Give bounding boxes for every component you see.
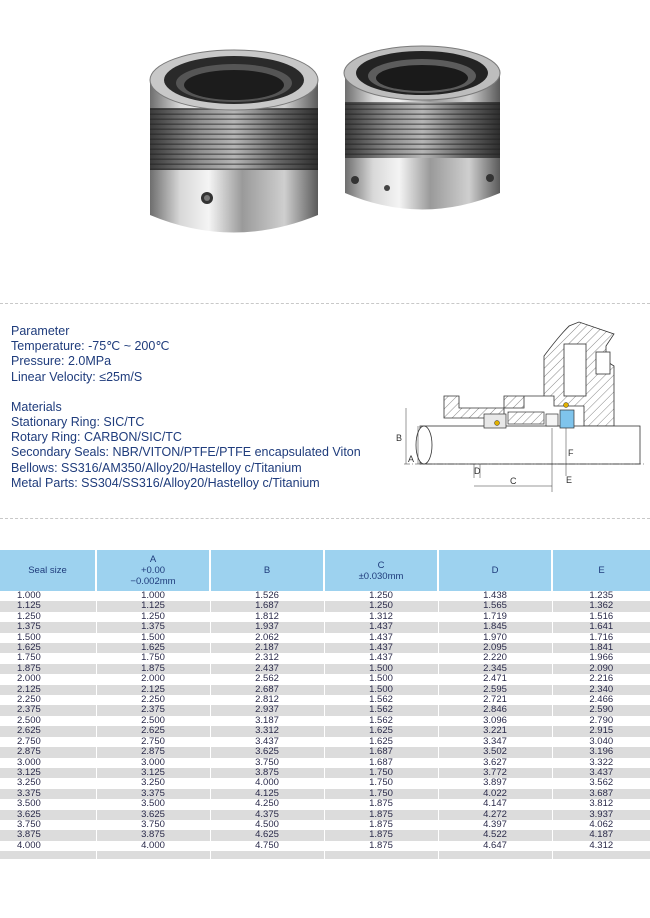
table-cell: 2.562 xyxy=(210,674,324,684)
table-row xyxy=(0,747,650,757)
table-cell: 3.096 xyxy=(438,716,552,726)
table-cell: 1.516 xyxy=(552,612,650,622)
table-cell: 3.312 xyxy=(210,726,324,736)
table-row xyxy=(0,591,650,601)
table-cell-empty xyxy=(0,851,96,859)
table-cell: 4.312 xyxy=(552,841,650,851)
table-cell: 3.625 xyxy=(96,810,210,820)
table-cell: 1.375 xyxy=(0,622,96,632)
table-cell: 4.375 xyxy=(210,810,324,820)
table-cell: 1.437 xyxy=(324,643,438,653)
table-cell: 2.790 xyxy=(552,716,650,726)
table-row xyxy=(0,820,650,830)
table-cell: 1.750 xyxy=(324,778,438,788)
table-cell: 1.625 xyxy=(324,737,438,747)
table-cell: 1.625 xyxy=(0,643,96,653)
table-cell: 1.875 xyxy=(96,664,210,674)
materials-heading: Materials xyxy=(11,399,62,414)
table-cell: 1.250 xyxy=(96,612,210,622)
table-cell: 3.347 xyxy=(438,737,552,747)
table-cell-empty xyxy=(96,851,210,859)
table-cell: 3.750 xyxy=(0,820,96,830)
stationary-ring-text: Stationary Ring: SIC/TC xyxy=(11,415,145,430)
table-cell: 2.216 xyxy=(552,674,650,684)
table-cell: 1.125 xyxy=(0,601,96,611)
table-filler-row xyxy=(0,851,650,859)
table-cell: 4.250 xyxy=(210,799,324,809)
table-row xyxy=(0,664,650,674)
bellows-seal-photo xyxy=(0,0,650,300)
table-cell: 3.772 xyxy=(438,768,552,778)
dim-label-c: C xyxy=(510,476,517,486)
divider-middle xyxy=(0,518,650,519)
header-seal-size: Seal size xyxy=(0,550,96,591)
velocity-text: Linear Velocity: ≤25m/S xyxy=(11,369,143,384)
table-cell: 4.000 xyxy=(96,841,210,851)
table-cell: 3.627 xyxy=(438,758,552,768)
table-cell: 1.562 xyxy=(324,705,438,715)
table-row xyxy=(0,643,650,653)
table-cell-empty xyxy=(210,851,324,859)
table-cell: 2.340 xyxy=(552,685,650,695)
table-row xyxy=(0,716,650,726)
header-b: B xyxy=(210,550,324,591)
table-cell: 1.716 xyxy=(552,633,650,643)
table-cell: 1.250 xyxy=(324,591,438,601)
table-cell: 1.687 xyxy=(210,601,324,611)
table-cell: 4.397 xyxy=(438,820,552,830)
table-cell: 3.562 xyxy=(552,778,650,788)
table-cell: 1.437 xyxy=(324,633,438,643)
table-cell: 2.625 xyxy=(96,726,210,736)
table-cell: 2.312 xyxy=(210,653,324,663)
dim-label-b: B xyxy=(396,433,403,443)
table-cell: 1.500 xyxy=(324,685,438,695)
table-cell: 4.000 xyxy=(0,841,96,851)
table-cell: 1.500 xyxy=(96,633,210,643)
table-cell: 1.625 xyxy=(96,643,210,653)
specification-block xyxy=(11,324,371,491)
table-header-row xyxy=(0,550,650,591)
rotary-ring-text: Rotary Ring: CARBON/SIC/TC xyxy=(11,430,182,445)
table-cell: 3.750 xyxy=(96,820,210,830)
table-row xyxy=(0,726,650,736)
table-cell: 3.250 xyxy=(96,778,210,788)
table-cell: 3.187 xyxy=(210,716,324,726)
left-seal xyxy=(150,50,318,233)
table-cell: 3.250 xyxy=(0,778,96,788)
table-cell: 4.000 xyxy=(210,778,324,788)
table-cell: 1.875 xyxy=(324,841,438,851)
table-row xyxy=(0,674,650,684)
secondary-seals-text: Secondary Seals: NBR/VITON/PTFE/PTFE encapsulated Viton xyxy=(11,445,361,460)
table-row xyxy=(0,705,650,715)
table-cell: 1.841 xyxy=(552,643,650,653)
table-cell: 1.000 xyxy=(0,591,96,601)
table-cell: 1.500 xyxy=(324,664,438,674)
right-seal xyxy=(344,46,500,210)
table-cell: 2.187 xyxy=(210,643,324,653)
table-cell: 1.235 xyxy=(552,591,650,601)
table-cell: 2.375 xyxy=(96,705,210,715)
header-c-tol: ±0.030mm xyxy=(358,570,404,582)
table-row xyxy=(0,737,650,747)
table-cell: 4.147 xyxy=(438,799,552,809)
bellows-text: Bellows: SS316/AM350/Alloy20/Hastelloy c/Titanium xyxy=(11,460,302,475)
table-cell: 2.687 xyxy=(210,685,324,695)
pressure-text: Pressure: 2.0MPa xyxy=(11,354,112,369)
table-cell: 1.875 xyxy=(324,830,438,840)
table-row xyxy=(0,768,650,778)
table-cell: 1.719 xyxy=(438,612,552,622)
table-cell: 3.000 xyxy=(0,758,96,768)
dimension-table xyxy=(0,550,650,918)
table-cell: 3.196 xyxy=(552,747,650,757)
table-cell: 1.526 xyxy=(210,591,324,601)
table-cell: 1.875 xyxy=(324,820,438,830)
table-cell: 2.000 xyxy=(0,674,96,684)
table-cell: 2.437 xyxy=(210,664,324,674)
table-cell: 3.221 xyxy=(438,726,552,736)
table-cell: 2.471 xyxy=(438,674,552,684)
header-d: D xyxy=(438,550,552,591)
table-cell: 1.641 xyxy=(552,622,650,632)
table-cell: 1.500 xyxy=(324,674,438,684)
table-cell: 1.845 xyxy=(438,622,552,632)
table-cell: 1.812 xyxy=(210,612,324,622)
dim-label-e: E xyxy=(566,475,573,485)
table-row xyxy=(0,685,650,695)
table-cell: 3.322 xyxy=(552,758,650,768)
table-cell: 1.437 xyxy=(324,653,438,663)
table-cell: 1.875 xyxy=(0,664,96,674)
table-cell: 1.125 xyxy=(96,601,210,611)
table-cell: 2.721 xyxy=(438,695,552,705)
table-cell: 4.062 xyxy=(552,820,650,830)
table-cell: 3.125 xyxy=(96,768,210,778)
table-cell: 2.090 xyxy=(552,664,650,674)
table-row xyxy=(0,789,650,799)
table-cell: 2.625 xyxy=(0,726,96,736)
table-cell: 2.125 xyxy=(0,685,96,695)
table-cell-empty xyxy=(324,851,438,859)
header-c xyxy=(324,550,438,591)
table-cell: 3.437 xyxy=(552,768,650,778)
table-cell: 4.750 xyxy=(210,841,324,851)
parameter-heading: Parameter xyxy=(11,324,70,338)
table-row xyxy=(0,778,650,788)
table-cell: 1.625 xyxy=(324,726,438,736)
table-cell: 3.812 xyxy=(552,799,650,809)
table-cell: 3.625 xyxy=(0,810,96,820)
table-cell: 3.897 xyxy=(438,778,552,788)
table-cell: 1.750 xyxy=(324,768,438,778)
table-cell: 3.437 xyxy=(210,737,324,747)
table-row xyxy=(0,841,650,851)
table-cell: 1.970 xyxy=(438,633,552,643)
table-cell: 4.522 xyxy=(438,830,552,840)
table-cell: 2.125 xyxy=(96,685,210,695)
table-cell: 3.040 xyxy=(552,737,650,747)
installation-drawing xyxy=(384,316,650,498)
table-cell: 2.875 xyxy=(96,747,210,757)
table-cell: 2.875 xyxy=(0,747,96,757)
table-cell: 2.095 xyxy=(438,643,552,653)
header-a-tol-plus: +0.00 xyxy=(140,565,166,576)
table-cell: 3.750 xyxy=(210,758,324,768)
table-cell: 3.687 xyxy=(552,789,650,799)
table-cell: 1.000 xyxy=(96,591,210,601)
table-cell: 1.875 xyxy=(324,799,438,809)
table-row xyxy=(0,633,650,643)
spacer xyxy=(11,385,371,400)
table-cell: 4.125 xyxy=(210,789,324,799)
header-a-tol-minus: −0.002mm xyxy=(130,576,176,587)
table-row xyxy=(0,695,650,705)
temperature-text: Temperature: -75℃ ~ 200℃ xyxy=(11,339,170,354)
table-cell: 2.750 xyxy=(0,737,96,747)
table-cell: 1.250 xyxy=(324,601,438,611)
table-cell: 4.187 xyxy=(552,830,650,840)
table-row xyxy=(0,758,650,768)
table-cell: 2.812 xyxy=(210,695,324,705)
table-cell: 4.272 xyxy=(438,810,552,820)
table-cell-empty xyxy=(438,851,552,859)
table-cell: 2.000 xyxy=(96,674,210,684)
table-cell: 4.022 xyxy=(438,789,552,799)
table-row xyxy=(0,830,650,840)
table-cell: 3.875 xyxy=(0,830,96,840)
table-cell: 3.500 xyxy=(96,799,210,809)
header-a xyxy=(96,550,210,591)
header-e: E xyxy=(552,550,650,591)
table-cell: 3.875 xyxy=(210,768,324,778)
table-cell: 3.125 xyxy=(0,768,96,778)
header-c-label: C xyxy=(377,559,385,571)
table-cell: 3.625 xyxy=(210,747,324,757)
dim-label-d: D xyxy=(474,466,481,476)
table-cell: 1.562 xyxy=(324,716,438,726)
table-cell: 1.937 xyxy=(210,622,324,632)
table-cell: 2.375 xyxy=(0,705,96,715)
table-cell: 3.875 xyxy=(96,830,210,840)
product-photo xyxy=(0,0,650,300)
table-cell: 1.562 xyxy=(324,695,438,705)
table-row xyxy=(0,601,650,611)
table-cell: 2.220 xyxy=(438,653,552,663)
table-cell: 1.437 xyxy=(324,622,438,632)
table-cell: 1.687 xyxy=(324,747,438,757)
table-cell-empty xyxy=(552,851,650,859)
table-cell: 3.502 xyxy=(438,747,552,757)
table-cell: 1.362 xyxy=(552,601,650,611)
table-cell: 1.565 xyxy=(438,601,552,611)
metal-parts-text: Metal Parts: SS304/SS316/Alloy20/Hastelloy c/Titanium xyxy=(11,475,320,490)
table-cell: 2.846 xyxy=(438,705,552,715)
table-cell: 4.647 xyxy=(438,841,552,851)
table-cell: 2.250 xyxy=(0,695,96,705)
table-cell: 2.595 xyxy=(438,685,552,695)
table-cell: 1.375 xyxy=(96,622,210,632)
table-cell: 1.687 xyxy=(324,758,438,768)
table-cell: 1.750 xyxy=(324,789,438,799)
table-cell: 1.750 xyxy=(0,653,96,663)
table-cell: 2.937 xyxy=(210,705,324,715)
header-a-label: A xyxy=(149,554,157,565)
table-row xyxy=(0,612,650,622)
dim-label-a: A xyxy=(408,454,415,464)
table-cell: 2.500 xyxy=(96,716,210,726)
table-row xyxy=(0,653,650,663)
table-cell: 3.375 xyxy=(0,789,96,799)
table-cell: 2.590 xyxy=(552,705,650,715)
table-cell: 3.000 xyxy=(96,758,210,768)
table-cell: 1.500 xyxy=(0,633,96,643)
table-cell: 1.750 xyxy=(96,653,210,663)
table-cell: 3.937 xyxy=(552,810,650,820)
table-row xyxy=(0,622,650,632)
table-row xyxy=(0,799,650,809)
table-cell: 4.500 xyxy=(210,820,324,830)
table-cell: 1.250 xyxy=(0,612,96,622)
divider-top xyxy=(0,303,650,304)
table-cell: 2.466 xyxy=(552,695,650,705)
table-cell: 2.750 xyxy=(96,737,210,747)
table-cell: 1.438 xyxy=(438,591,552,601)
table-row xyxy=(0,810,650,820)
table-cell: 3.500 xyxy=(0,799,96,809)
table-cell: 4.625 xyxy=(210,830,324,840)
table-cell: 1.312 xyxy=(324,612,438,622)
table-cell: 3.375 xyxy=(96,789,210,799)
table-cell: 2.915 xyxy=(552,726,650,736)
dim-label-f: F xyxy=(568,448,574,458)
table-cell: 2.062 xyxy=(210,633,324,643)
table-cell: 1.875 xyxy=(324,810,438,820)
table-cell: 2.345 xyxy=(438,664,552,674)
table-cell: 1.966 xyxy=(552,653,650,663)
table-cell: 2.250 xyxy=(96,695,210,705)
table-cell: 2.500 xyxy=(0,716,96,726)
